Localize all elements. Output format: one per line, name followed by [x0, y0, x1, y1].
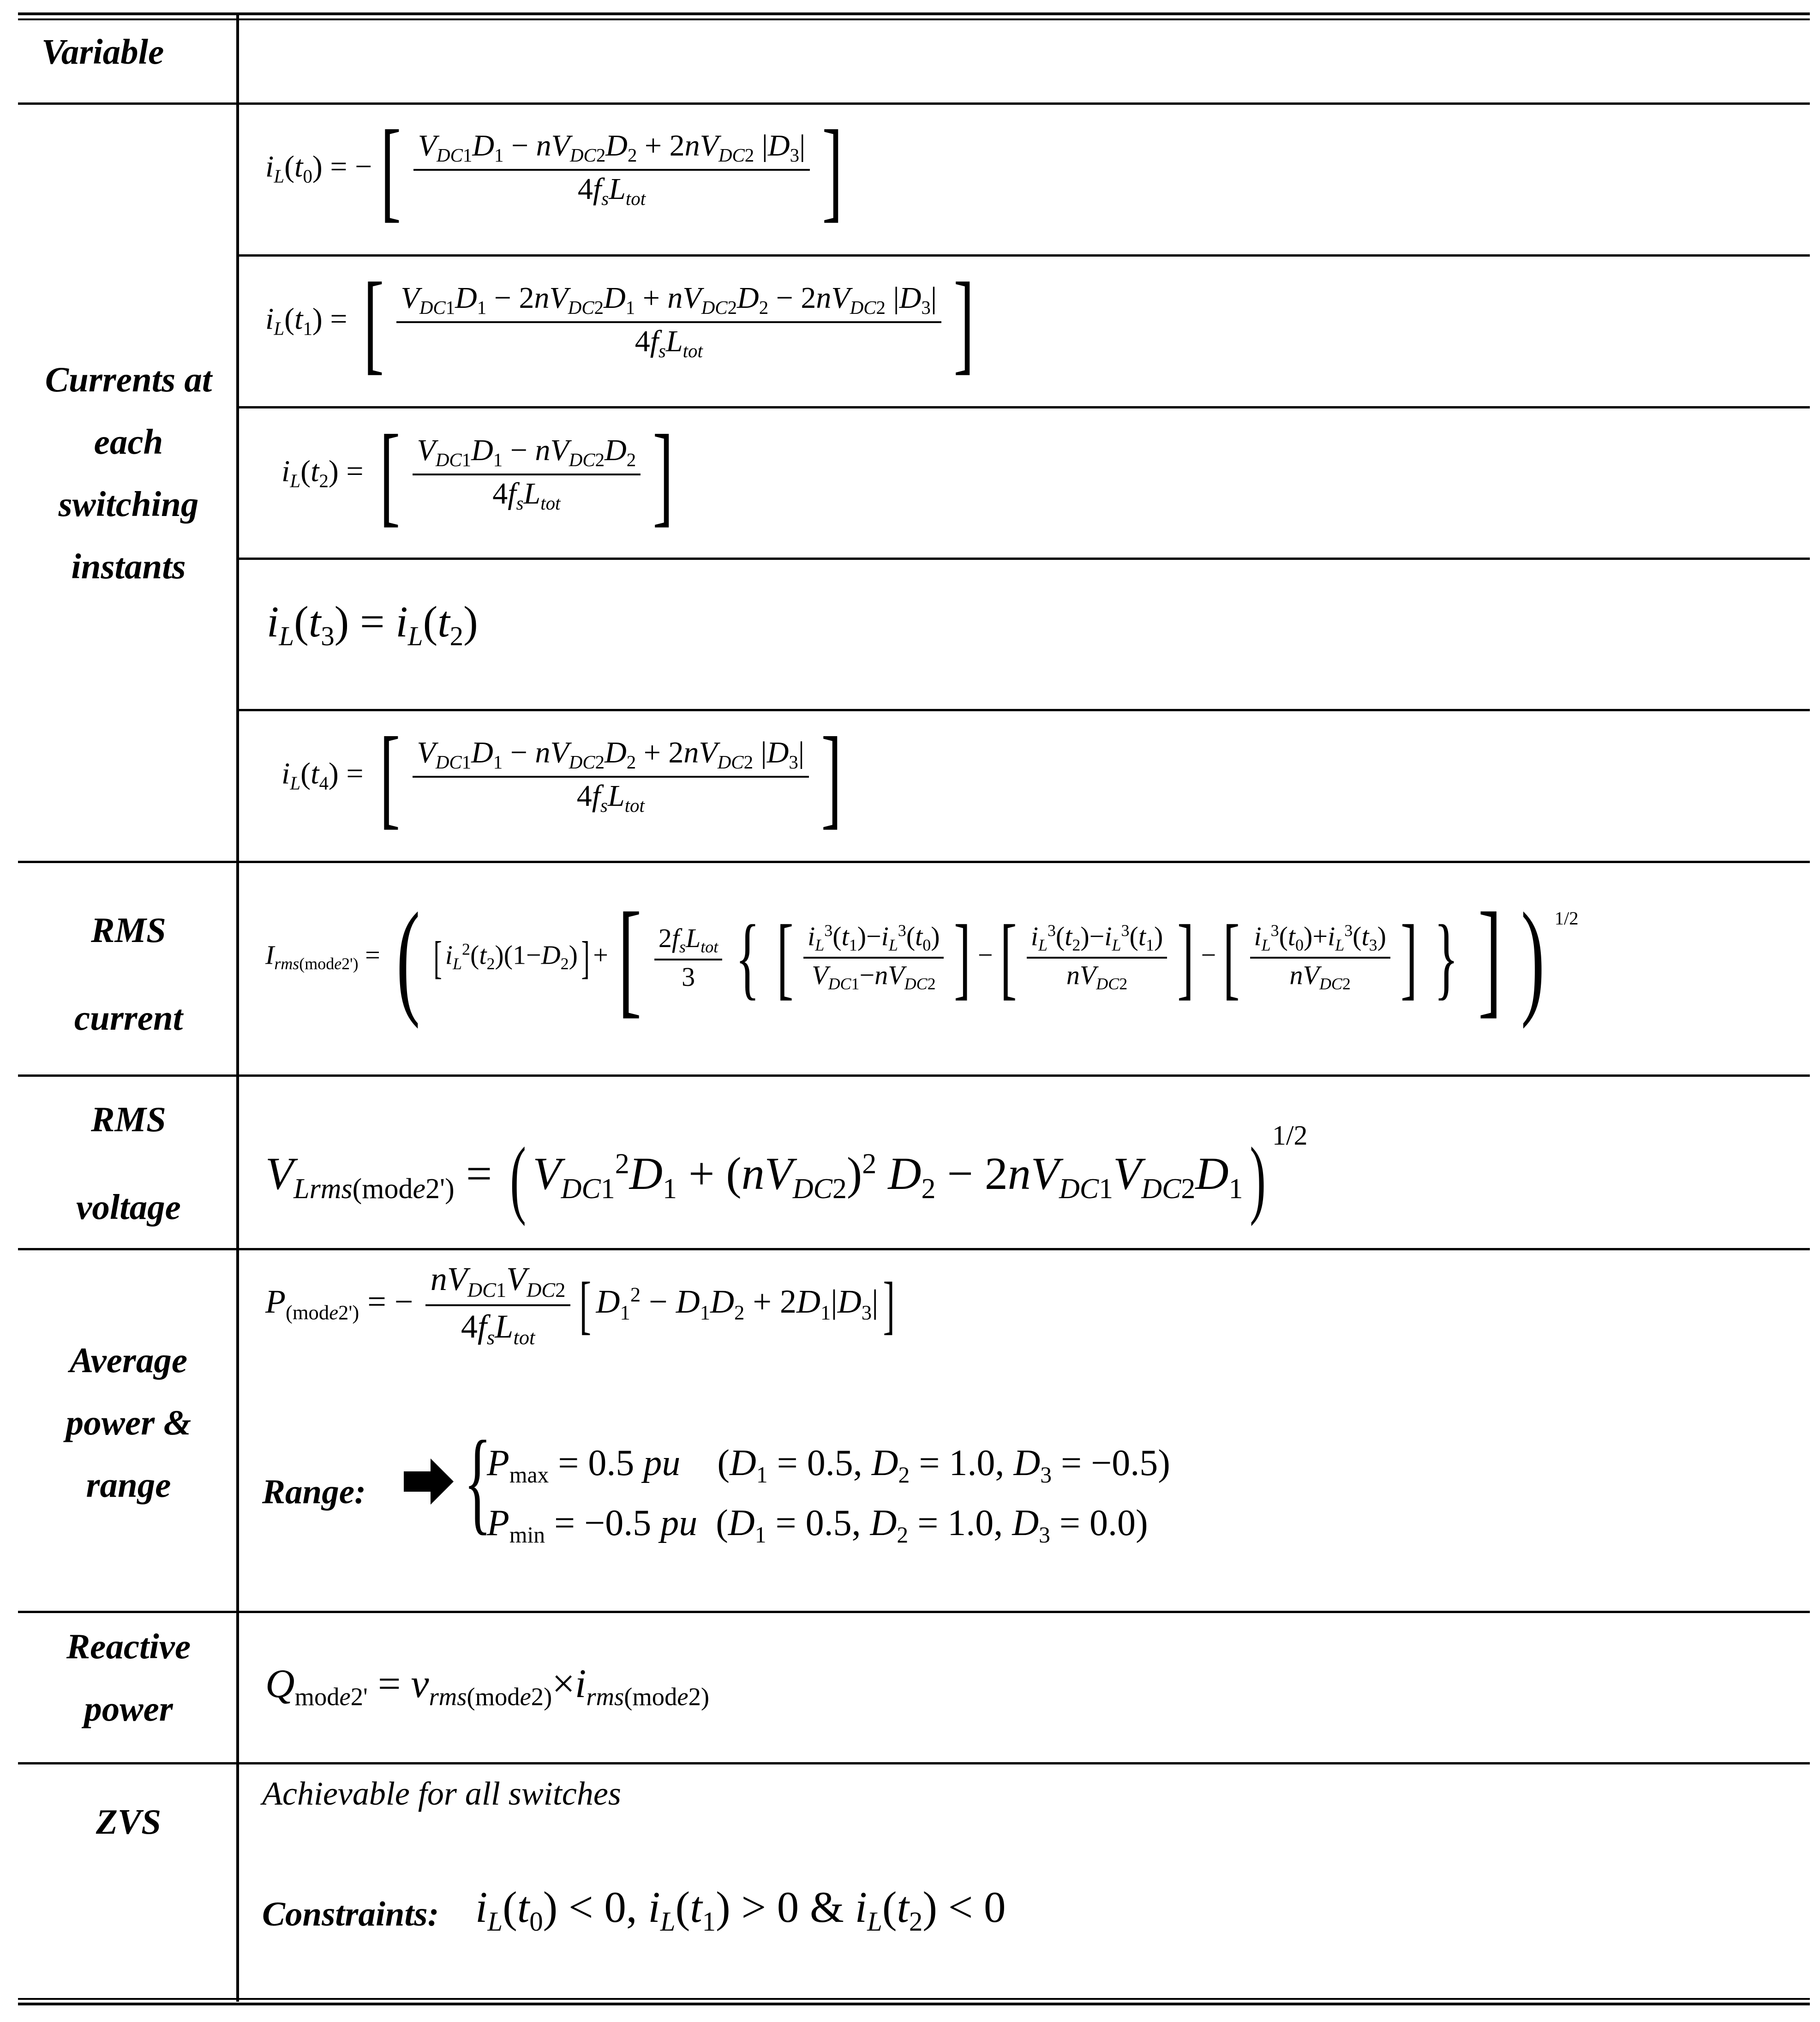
average-power-label: Average power & range — [66, 1340, 192, 1505]
subrow-divider — [238, 406, 1810, 408]
row-divider — [18, 1762, 1810, 1764]
equation-il-t3: $i_L(t_3) = i_L(t_2)$ — [267, 597, 478, 651]
header-variable-label: Variable — [42, 32, 164, 72]
rms-current-label: RMS current — [74, 910, 183, 1038]
zvs-note: Achievable for all switches — [262, 1775, 621, 1812]
equation-il-t0: $i_L(t_0)$ = −[ $\frac{V_{DC1}D_1 - nV_{DC2}D_2 + 2nV_{DC2} |D_3|}{4f_sL_{tot}}$ ] — [265, 107, 843, 232]
rms-voltage-label: RMS voltage — [76, 1099, 181, 1227]
equation-rms-voltage: $V_{Lrms(mode2')}$ = ( $V_{DC1}^2D_1 + (nV_{DC2})^2$ $D_2 - 2nV_{DC1}V_{DC2}D_1$) $^{1/2}$ — [265, 1120, 1308, 1227]
equation-il-t1: $i_L(t_1)$ = [ $\frac{V_{DC1}D_1 - 2nV_{DC2}D_1 + nV_{DC2}D_2 - 2nV_{DC2} |D_3|}{4f_sL_{tot}}$ ] — [265, 259, 975, 384]
pmax-line: $P_{max} = 0.5$ pu ($D_1 = 0.5$, $D_2 = 1.0$, $D_3 = -0.5$) — [487, 1443, 1170, 1488]
row-divider — [18, 1074, 1810, 1077]
currents-label: Currents at each switching instants — [45, 360, 212, 586]
equation-rms-current: $I_{rms(mode2')}$ = ( [ $i_L^2(t_2)(1-D_2)$] +[ $\frac{2f_sL_{tot}}{3}$ { [ $\frac{i_L^3(t_1)-i_L^3(t_0)}{V_{DC1}-nV_{DC2}}$ ] −[ $\frac{i_L^3(t_2)-i_L^3(t_1)}{nV_{DC2}}$ ] −[ $\frac{i_L^3(t_0)+i_L^3(t_3)}{nV_{DC2}}$ ] } ] ) $^{1/2}$ — [265, 886, 1579, 1029]
zvs-label: ZVS — [96, 1802, 162, 1842]
column-divider — [236, 15, 239, 2002]
subrow-divider — [238, 558, 1810, 560]
equation-average-power: $P_{(mode2')}$ = − $\frac{nV_{DC1}V_{DC2}}{4f_sL_{tot}}$ [ $D_1^2 - D_1D_2 + 2D_1|D_3|$] — [265, 1260, 895, 1349]
table-bottom-rule-inner — [18, 1998, 1810, 2000]
row-divider — [18, 102, 1810, 105]
equation-reactive-power: $Q_{mode2'} = v_{rms(mode2)}\times i_{rms(mode2)}$ — [265, 1662, 710, 1711]
subrow-divider — [238, 709, 1810, 711]
row-divider — [18, 861, 1810, 863]
range-brace: { — [464, 1417, 491, 1545]
equation-zvs-constraints: $i_L(t_0) < 0$, $i_L(t_1) > 0$ & $i_L(t_2) < 0$ — [475, 1883, 1006, 1937]
pmin-line: $P_{min} = -0.5$ pu ($D_1 = 0.5$, $D_2 = 1.0$, $D_3 = 0.0$) — [487, 1503, 1148, 1548]
reactive-power-label: Reactive power — [66, 1626, 191, 1728]
constraints-label: Constraints: — [262, 1895, 439, 1933]
table-top-rule-outer — [18, 12, 1810, 15]
equation-il-t2: $i_L(t_2)$ = [ $\frac{V_{DC1}D_1 - nV_{DC2}D_2}{4f_sL_{tot}}$ ] — [281, 412, 674, 537]
equation-il-t4: $i_L(t_4)$ = [ $\frac{V_{DC1}D_1 - nV_{DC2}D_2 + 2nV_{DC2} |D_3|}{4f_sL_{tot}}$ ] — [281, 714, 842, 839]
table-bottom-rule-outer — [18, 2003, 1810, 2005]
row-divider — [18, 1248, 1810, 1250]
right-arrow-icon — [404, 1458, 455, 1505]
subrow-divider — [238, 254, 1810, 257]
table-top-rule-inner — [18, 18, 1810, 20]
range-label: Range: — [262, 1473, 366, 1511]
row-divider — [18, 1611, 1810, 1613]
